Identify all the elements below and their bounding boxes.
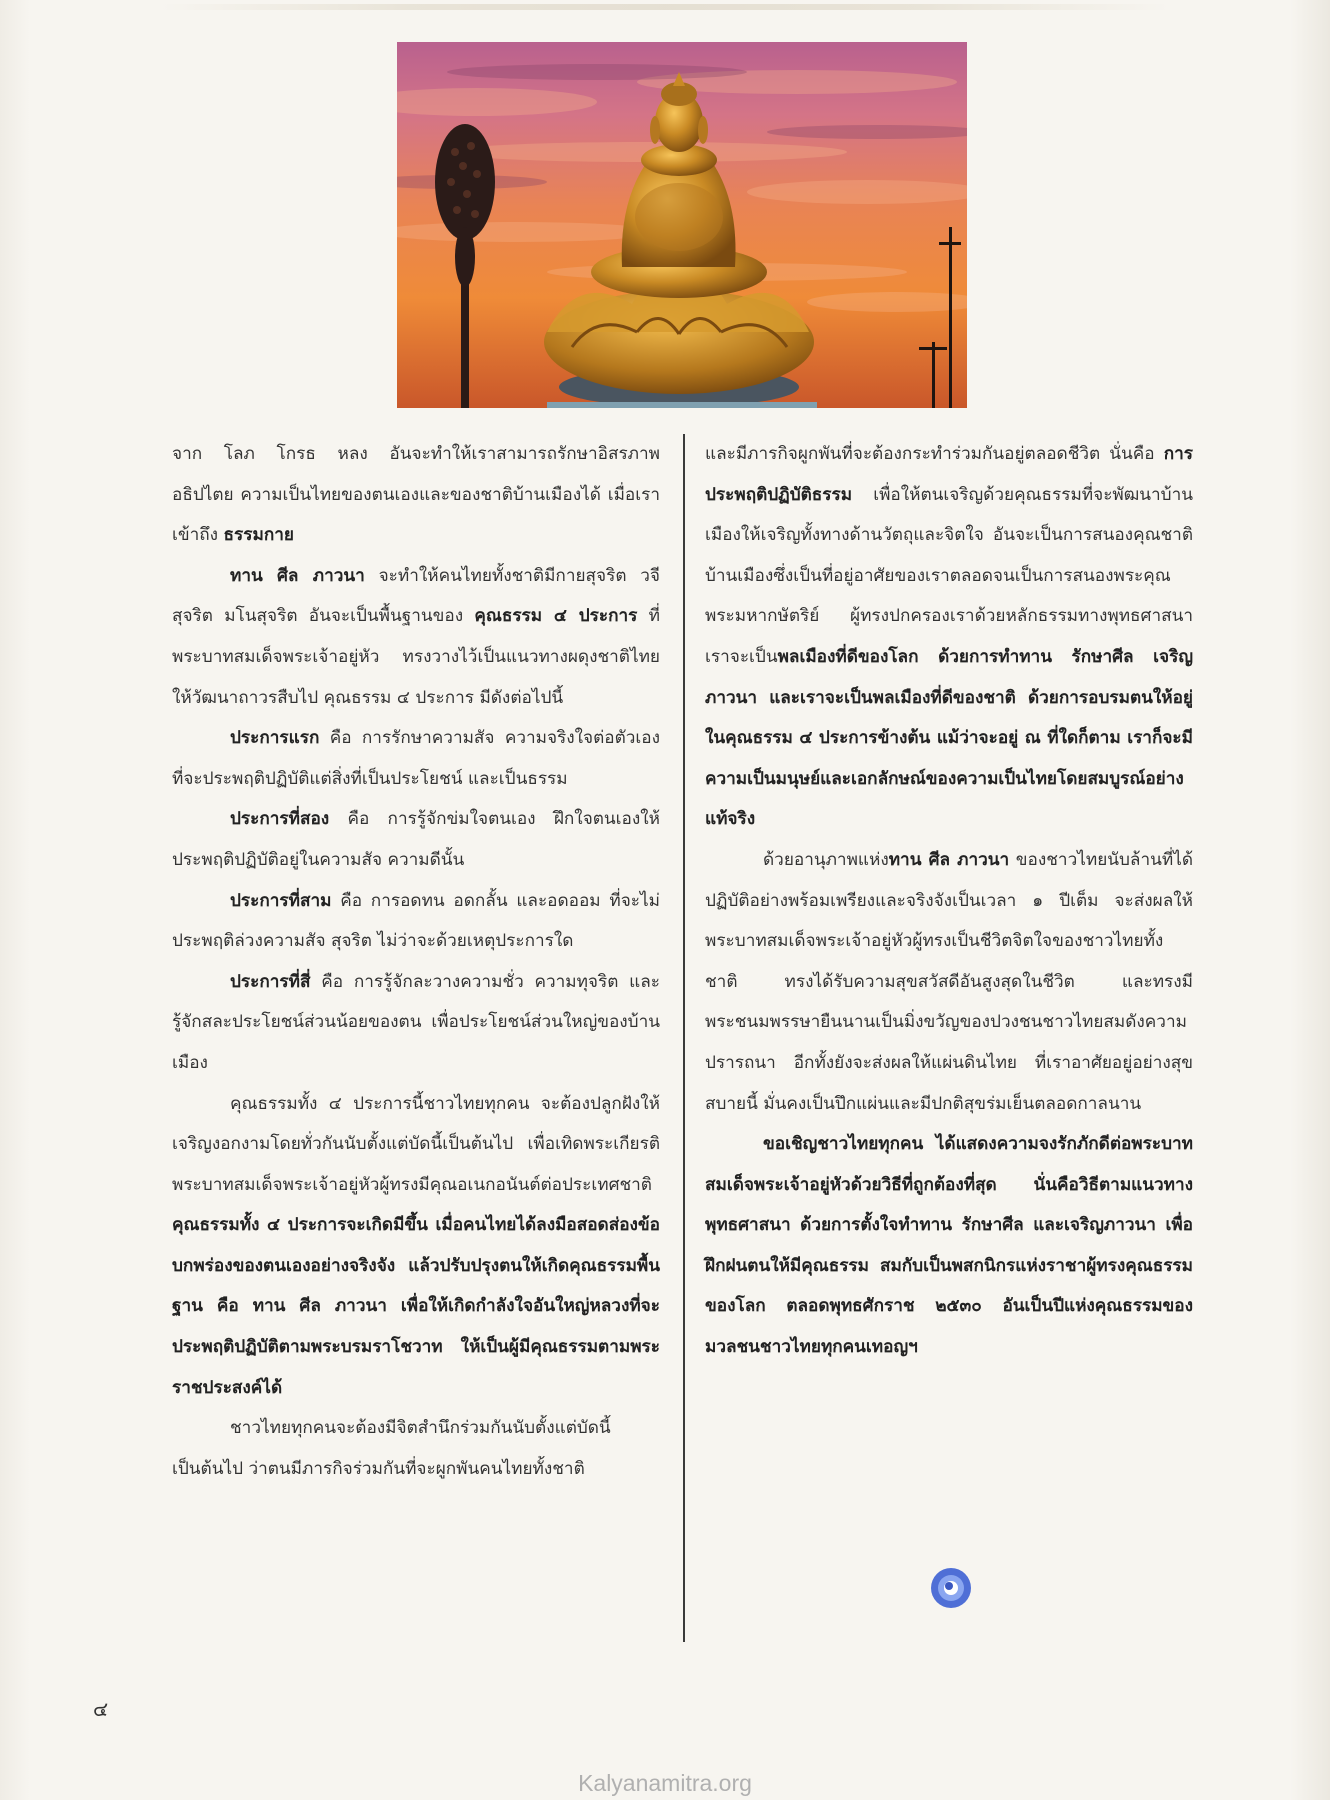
paragraph: ด้วยอานุภาพแห่งทาน ศีล ภาวนา ของชาวไทยนับล้านที่ได้ปฏิบัติอย่างพร้อมเพรียงและจริงจังเป็นเวลา ๑ ปีเต็ม จะส่งผลให้พระบาทสมเด็จพระเจ้าอยู่หัวผู้ทรงเป็นชีวิตจิตใจของชาวไทยทั้งชาติ ทรงได้รับความสุขสวัสดีอันสูงสุดในชีวิต และทรงมีพระชนมพรรษายืนนานเป็นมิ่งขวัญของปวงชนชาวไทยสมดังความปรารถนา อีกทั้งยังจะส่งผลให้แผ่นดินไทย ที่เราอาศัยอยู่อย่างสุขสบายนี้ มั่นคงเป็นปึกแผ่นและมีปกติสุขร่มเย็นตลอดกาลนาน xyxy=(705,849,1193,1114)
paragraph: ประการที่สอง คือ การรู้จักข่มใจตนเอง ฝึกใจตนเองให้ประพฤติปฏิบัติอยู่ในความสัจ ความดีนั้น xyxy=(172,809,660,870)
paragraph: ประการที่สี่ คือ การรู้จักละวางความชั่ว ความทุจริต และรู้จักสละประโยชน์ส่วนน้อยของตน เพื่อประโยชน์ส่วนใหญ่ของบ้านเมือง xyxy=(172,971,660,1073)
page-number: ๔ xyxy=(93,1697,109,1721)
paragraph: ประการที่สาม คือ การอดทน อดกลั้น และอดออม ที่จะไม่ประพฤติล่วงความสัจ สุจริต ไม่ว่าจะด้วยเหตุประการใด xyxy=(172,890,660,952)
paragraph: ชาวไทยทุกคนจะต้องมีจิตสำนึกร่วมกันนับตั้งแต่บัดนี้เป็นต้นไป ว่าตนมีภารกิจร่วมกันที่จะผูกพันคนไทยทั้งชาติ xyxy=(172,1418,611,1479)
dhammakaya-circle-icon xyxy=(930,1567,972,1609)
buddha-statue-photo xyxy=(397,42,967,408)
paragraph: ขอเชิญชาวไทยทุกคน ได้แสดงความจงรักภักดีต่อพระบาทสมเด็จพระเจ้าอยู่หัวด้วยวิธีที่ถูกต้องที่สุด นั่นคือวิธีตามแนวทางพุทธศาสนา ด้วยการตั้งใจทำทาน รักษาศีล และเจริญภาวนา เพื่อฝึกฝนตนให้มีคุณธรรม สมกับเป็นพสกนิกรแห่งราชาผู้ทรงคุณธรรมของโลก ตลอดพุทธศักราช ๒๕๓๐ อันเป็นปีแห่งคุณธรรมของมวลชนชาวไทยทุกคนเทอญฯ xyxy=(705,1134,1193,1358)
left-column xyxy=(172,434,660,1489)
watermark: Kalyanamitra.org xyxy=(578,1770,752,1796)
paragraph: คุณธรรมทั้ง ๔ ประการนี้ชาวไทยทุกคน จะต้องปลูกฝังให้เจริญงอกงามโดยทั่วกันนับตั้งแต่บัดนี้เป็นต้นไป เพื่อเทิดพระเกียรติพระบาทสมเด็จพระเจ้าอยู่หัวผู้ทรงมีคุณอเนกอนันต์ต่อประเทศชาติ คุณธรรมทั้ง ๔ ประการจะเกิดมีขึ้น เมื่อคนไทยได้ลงมือสอดส่องข้อบกพร่องของตนเองอย่างจริงจัง แล้วปรับปรุงตนให้เกิดคุณธรรมพื้นฐาน คือ ทาน ศีล ภาวนา เพื่อให้เกิดกำลังใจอันใหญ่หลวงที่จะประพฤติปฏิบัติตามพระบรมราโชวาท ให้เป็นผู้มีคุณธรรมตามพระราชประสงค์ได้ xyxy=(172,1093,660,1398)
top-decoration xyxy=(160,4,1170,10)
paragraph: จาก โลภ โกรธ หลง อันจะทำให้เราสามารถรักษาอิสรภาพ อธิปไตย ความเป็นไทยของตนเองและของชาติบ้านเมืองได้ เมื่อเราเข้าถึง ธรรมกาย xyxy=(172,444,660,546)
paragraph: และมีภารกิจผูกพันที่จะต้องกระทำร่วมกันอยู่ตลอดชีวิต นั่นคือ การประพฤติปฏิบัติธรรม เพื่อให้ตนเจริญด้วยคุณธรรมที่จะพัฒนาบ้านเมืองให้เจริญทั้งทางด้านวัตถุและจิตใจ อันจะเป็นการสนองคุณชาติบ้านเมืองซึ่งเป็นที่อยู่อาศัยของเราตลอดจนเป็นการสนองพระคุณพระมหากษัตริย์ ผู้ทรงปกครองเราด้วยหลักธรรมทางพุทธศาสนา เราจะเป็นพลเมืองที่ดีของโลก ด้วยการทำทาน รักษาศีล เจริญภาวนา และเราจะเป็นพลเมืองที่ดีของชาติ ด้วยการอบรมตนให้อยู่ในคุณธรรม ๔ ประการข้างต้น แม้ว่าจะอยู่ ณ ที่ใดก็ตาม เราก็จะมีความเป็นมนุษย์และเอกลักษณ์ของความเป็นไทยโดยสมบูรณ์อย่างแท้จริง xyxy=(705,444,1193,830)
column-divider xyxy=(683,434,685,1642)
right-column xyxy=(705,434,1193,1368)
paragraph: ประการแรก คือ การรักษาความสัจ ความจริงใจต่อตัวเอง ที่จะประพฤติปฏิบัติแต่สิ่งที่เป็นประโยชน์ และเป็นธรรม xyxy=(172,728,660,789)
paragraph: ทาน ศีล ภาวนา จะทำให้คนไทยทั้งชาติมีกายสุจริต วจีสุจริต มโนสุจริต อันจะเป็นพื้นฐานของ คุณธรรม ๔ ประการ ที่พระบาทสมเด็จพระเจ้าอยู่หัว ทรงวางไว้เป็นแนวทางผดุงชาติไทย ให้วัฒนาถาวรสืบไป คุณธรรม ๔ ประการ มีดังต่อไปนี้ xyxy=(172,565,660,708)
